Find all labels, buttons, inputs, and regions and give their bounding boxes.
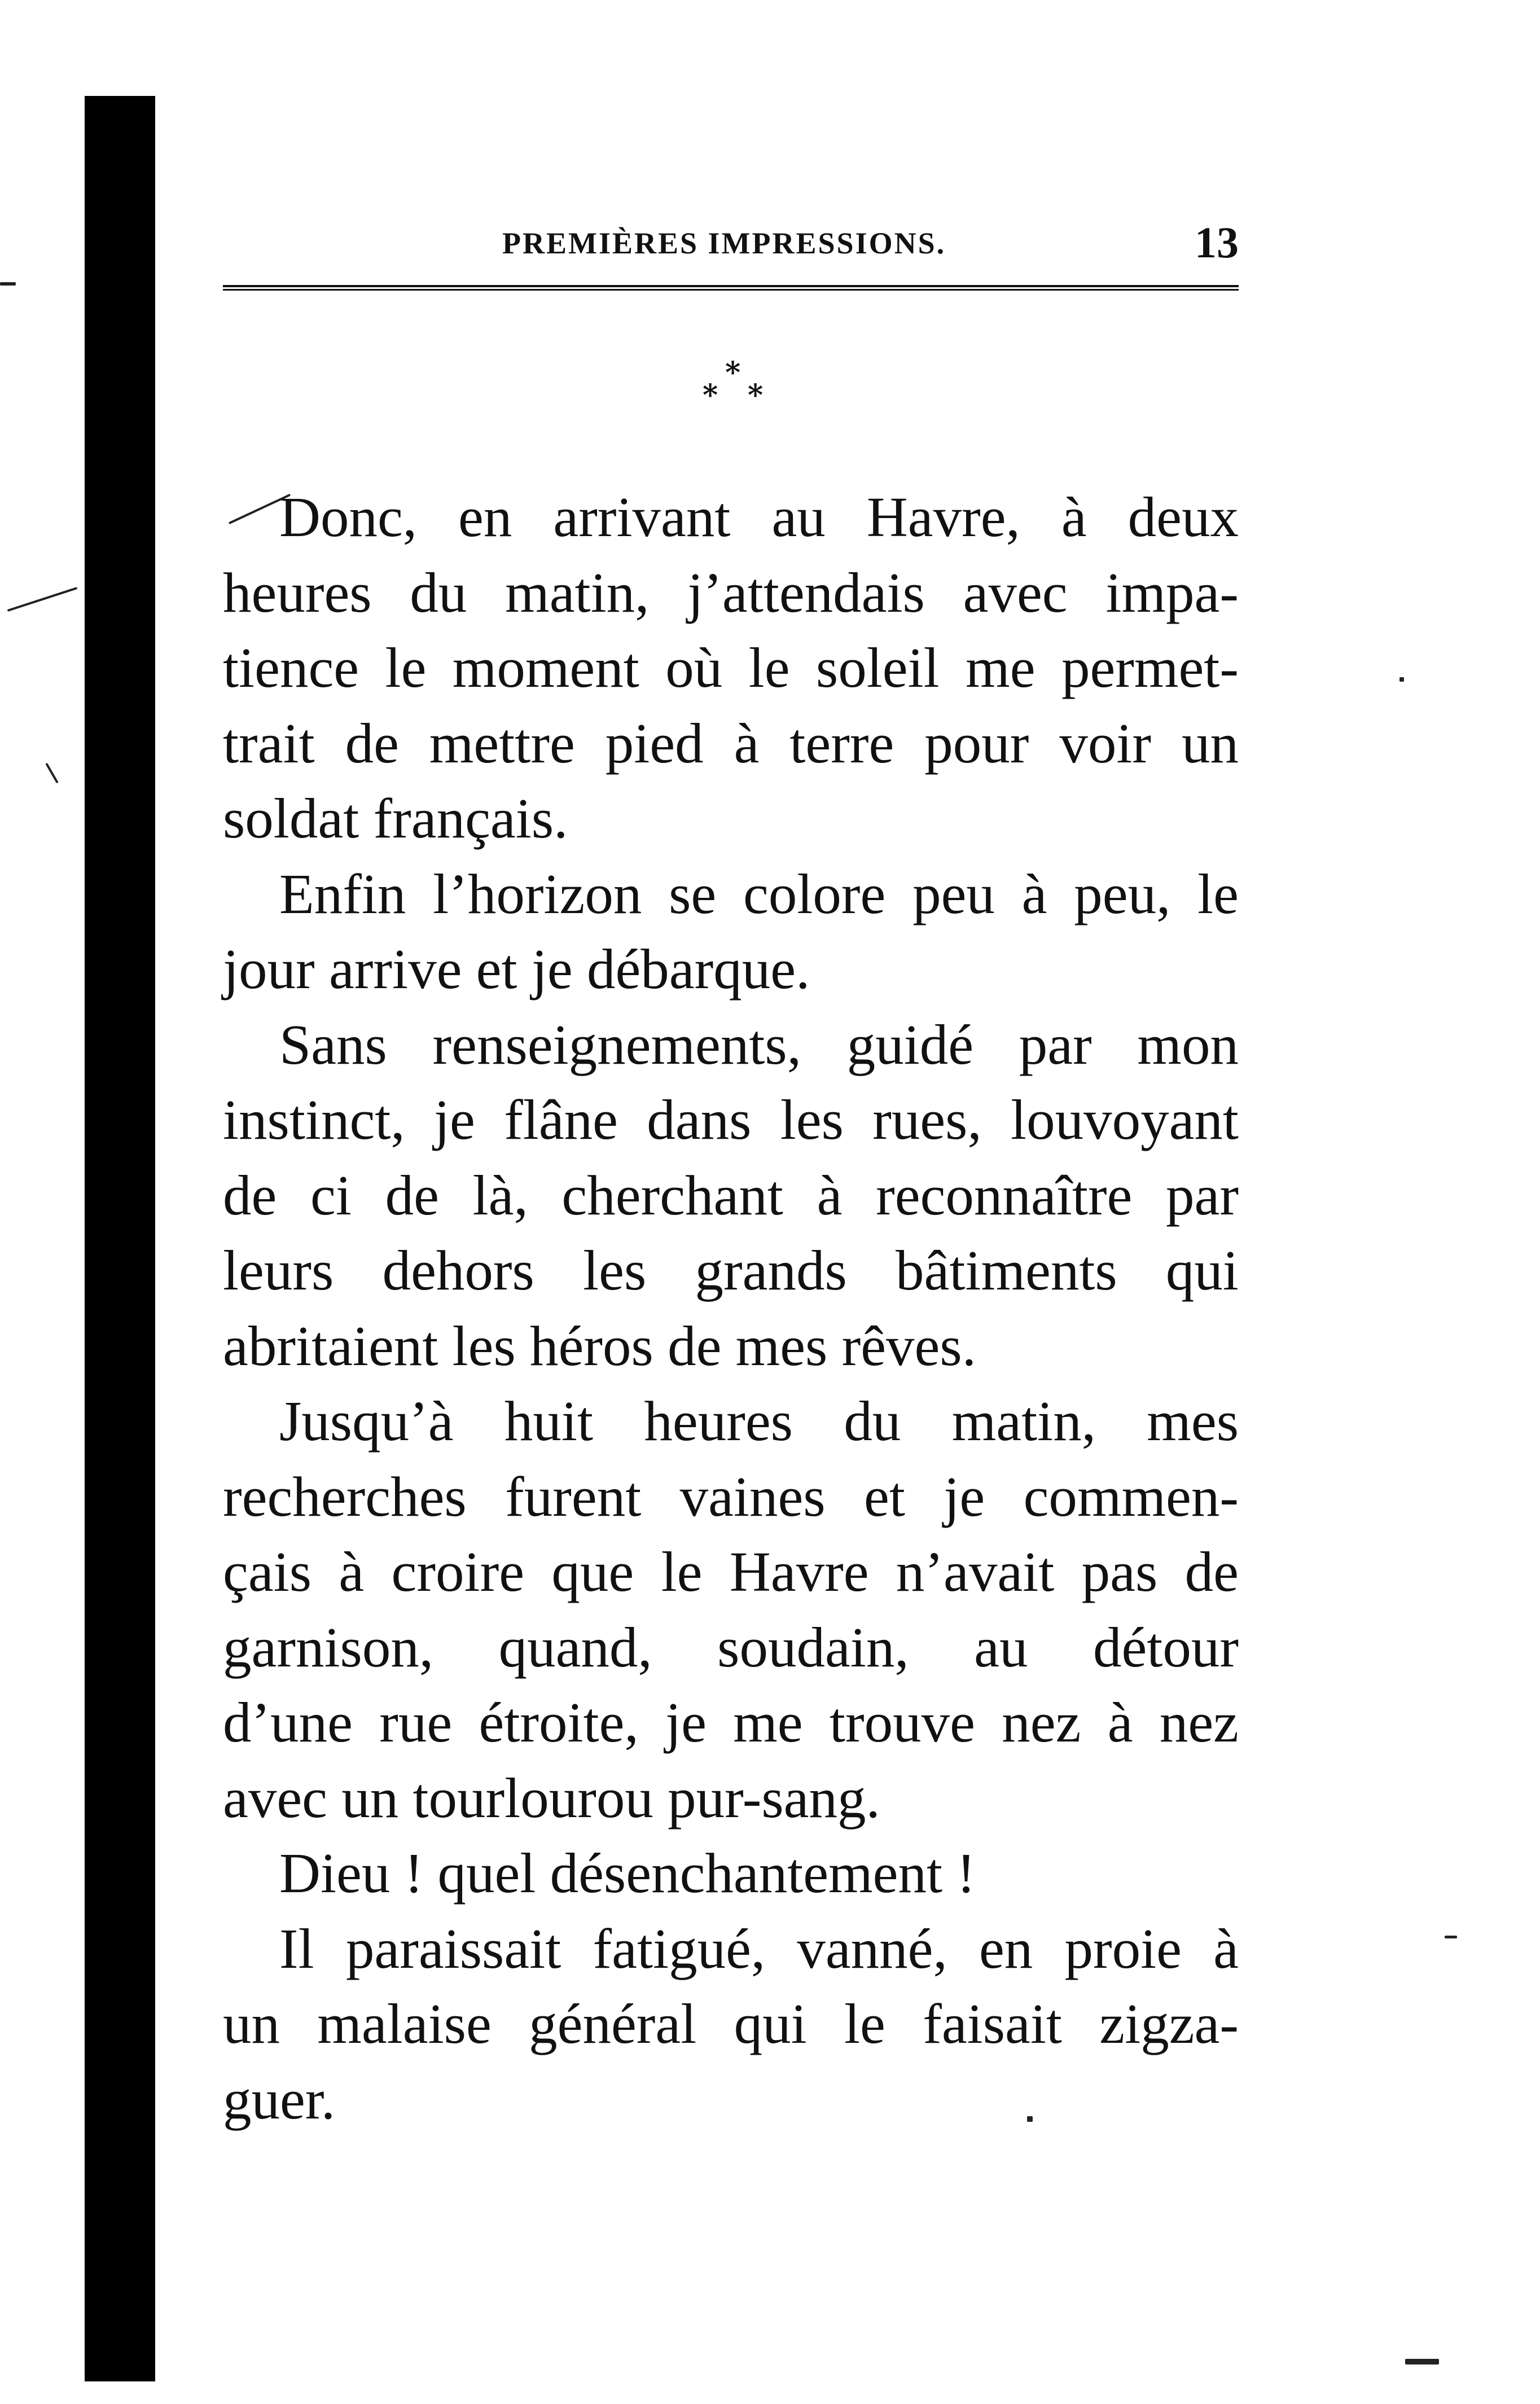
asterism-star-top: * bbox=[725, 356, 741, 390]
body-text bbox=[223, 480, 1239, 2137]
asterism-ornament bbox=[691, 356, 793, 423]
text-line: recherches furent vaines et je commen- bbox=[223, 1464, 1239, 1528]
paragraph-3 bbox=[223, 1007, 1239, 1384]
paragraph-6 bbox=[223, 1911, 1239, 2138]
paragraph-5 bbox=[223, 1836, 1239, 1911]
text-line: çais à croire que le Havre n’avait pas de bbox=[223, 1540, 1239, 1603]
scan-speck bbox=[1405, 2359, 1439, 2364]
book-page bbox=[223, 214, 1239, 2131]
scan-speck bbox=[1445, 1936, 1457, 1938]
text-line: Il paraissait fatigué, vanné, en proie à bbox=[279, 1916, 1239, 1980]
text-line: de ci de là, cherchant à reconnaître par bbox=[223, 1163, 1239, 1227]
text-line: avec un tourlourou pur-sang. bbox=[223, 1766, 880, 1830]
text-line: garnison, quand, soudain, au détour bbox=[223, 1615, 1239, 1679]
text-line: leurs dehors les grands bâtiments qui bbox=[223, 1239, 1239, 1302]
text-line: Sans renseignements, guidé par mon bbox=[279, 1012, 1239, 1076]
page-number: 13 bbox=[1195, 218, 1239, 267]
text-line: soldat français. bbox=[223, 787, 568, 850]
running-header bbox=[223, 214, 1239, 277]
text-line: guer. bbox=[223, 2067, 336, 2131]
text-line: Donc, en arrivant au Havre, à deux bbox=[279, 485, 1239, 549]
text-line: tience le moment où le soleil me permet- bbox=[223, 636, 1239, 699]
text-line: heures du matin, j’attendais avec impa- bbox=[223, 560, 1239, 624]
asterism-star-right: * bbox=[748, 378, 764, 413]
text-line: Dieu ! quel désenchantement ! bbox=[279, 1841, 976, 1905]
text-line: un malaise général qui le faisait zigza- bbox=[223, 1992, 1239, 2055]
paragraph-4 bbox=[223, 1384, 1239, 1836]
text-line: instinct, je flâne dans les rues, louvoyant bbox=[223, 1088, 1239, 1151]
asterism-star-left: * bbox=[703, 378, 718, 413]
scan-speck bbox=[1399, 677, 1404, 682]
scan-binding-shadow bbox=[85, 96, 155, 2381]
running-title: PREMIÈRES IMPRESSIONS. bbox=[502, 226, 946, 260]
paragraph-1 bbox=[223, 480, 1239, 857]
text-line: trait de mettre pied à terre pour voir un bbox=[223, 711, 1239, 775]
text-line: abritaient les héros de mes rêves. bbox=[223, 1314, 976, 1378]
paragraph-2 bbox=[223, 857, 1239, 1007]
text-line: Enfin l’horizon se colore peu à peu, le bbox=[279, 862, 1239, 925]
scan-speck bbox=[7, 587, 78, 612]
text-line: Jusqu’à huit heures du matin, mes bbox=[279, 1389, 1239, 1453]
scan-speck bbox=[0, 282, 16, 286]
header-rule bbox=[223, 285, 1239, 291]
text-line: d’une rue étroite, je me trouve nez à nez bbox=[223, 1691, 1239, 1754]
text-line: jour arrive et je débarque. bbox=[223, 937, 810, 1001]
scan-speck bbox=[45, 763, 58, 784]
